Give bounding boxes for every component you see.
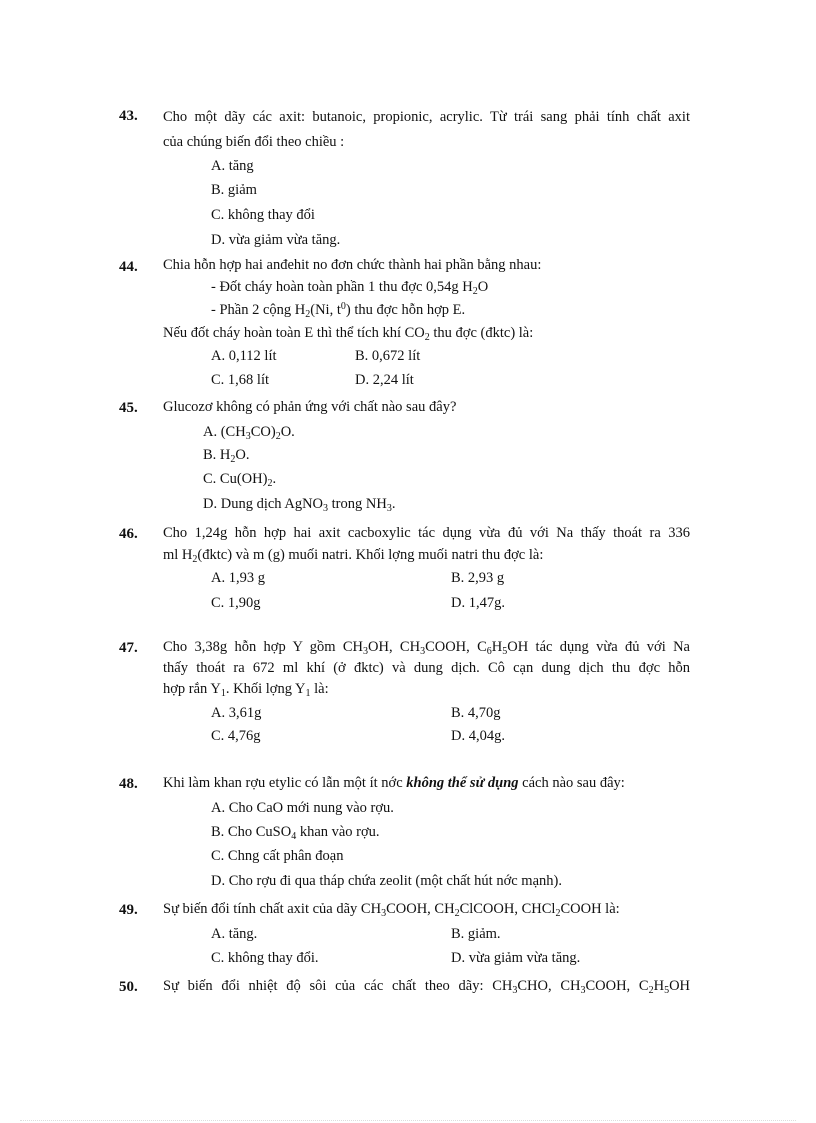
answer-option-d: D. 2,24 lít — [355, 372, 414, 388]
answer-option-c: C. 1,90g — [211, 595, 261, 611]
question-stem-line: Cho một dãy các axit: butanoic, propionic, acrylic. Từ trái sang phải tính chất axit — [163, 109, 690, 125]
question-stem-line: - Đốt cháy hoàn toàn phần 1 thu đợc 0,54g $H_2O$ — [211, 279, 489, 297]
answer-option-d: D. vừa giảm vừa tăng. — [451, 950, 581, 966]
question-stem-line: hợp rắn $Y_1$. Khối lợng $Y_1$ là: — [163, 681, 329, 699]
question-number: 50. — [119, 979, 138, 995]
question-number: 44. — [119, 259, 138, 275]
question-number: 45. — [119, 400, 138, 416]
answer-option-a: A. 3,61g — [211, 705, 262, 721]
question-stem-line: - Phần 2 cộng $H_2(Ni$, $t^0$) thu đợc hỗn hợp E. — [211, 301, 466, 320]
question-stem-line: ml $H_2(đktc)$ và m (g) muối natri. Khối lợng muối natri thu đợc là: — [163, 547, 544, 565]
answer-option-a: A. 0,112 lít — [211, 348, 277, 364]
question-stem-line: của chúng biến đổi theo chiều : — [163, 134, 345, 150]
answer-option-b: B. Cho CuSO$_4$ khan vào rợu. — [211, 824, 380, 842]
question-stem-line: Glucozơ không có phản ứng với chất nào sau đây? — [163, 399, 457, 415]
question-stem-line: Cho 3,38g hỗn hợp Y gồm $CH_3OH$, $CH_3COOH$, $C_6H_5OH$ tác dụng vừa đủ với Na — [163, 639, 690, 657]
answer-option-d: D. Dung dịch AgNO$_3$ trong $NH_3$. — [203, 496, 396, 514]
answer-option-d: D. vừa giảm vừa tăng. — [211, 232, 341, 248]
answer-option-b: B. $H_2O$. — [203, 447, 250, 465]
answer-option-d: D. 1,47g. — [451, 595, 505, 611]
answer-option-c: C. $Cu(OH)_2$. — [203, 471, 277, 489]
page-footer-divider — [20, 1120, 796, 1122]
answer-option-c: C. không thay đổi. — [211, 950, 319, 966]
answer-option-c: C. 1,68 lít — [211, 372, 270, 388]
answer-option-b: B. 0,672 lít — [355, 348, 421, 364]
question-stem-line: Nếu đốt cháy hoàn toàn E thì thể tích khí $CO_2$ thu đợc (đktc) là: — [163, 325, 534, 343]
answer-option-a: A. Cho CaO mới nung vào rợu. — [211, 800, 394, 816]
question-stem-line: Sự biến đổi nhiệt độ sôi của các chất theo dãy: $CH_3CHO$, $CH_3COOH$, $C_2H_5OH$ — [163, 978, 691, 996]
question-number: 43. — [119, 108, 138, 124]
question-stem-line: Cho 1,24g hỗn hợp hai axit cacboxylic tác dụng vừa đủ với Na thấy thoát ra 336 — [163, 525, 690, 541]
answer-option-c: C. Chng cất phân đoạn — [211, 848, 344, 864]
question-stem-line: Chia hỗn hợp hai anđehit no đơn chức thành hai phần bằng nhau: — [163, 257, 542, 273]
answer-option-d: D. 4,04g. — [451, 728, 505, 744]
question-stem-line: thấy thoát ra 672 ml khí (ở đktc) và dung dịch. Cô cạn dung dịch thu đợc hỗn — [163, 660, 690, 676]
question-stem-line: Khi làm khan rợu etylic có lẫn một ít nớc không thể sử dụng cách nào sau đây: — [163, 775, 625, 791]
emphasis-text: không thể sử dụng — [406, 775, 519, 791]
answer-option-a: A. 1,93 g — [211, 570, 265, 586]
answer-option-a: A. tăng — [211, 158, 254, 174]
answer-option-a: A. $(CH_3CO)_2O$. — [203, 424, 295, 442]
answer-option-c: C. không thay đổi — [211, 207, 315, 223]
answer-option-c: C. 4,76g — [211, 728, 261, 744]
question-number: 48. — [119, 776, 138, 792]
question-stem-line: Sự biến đổi tính chất axit của dãy $CH_3COOH$, $CH_2ClCOOH$, CHCl$_2$COOH là: — [163, 901, 620, 919]
question-number: 49. — [119, 902, 138, 918]
question-number: 46. — [119, 526, 138, 542]
answer-option-b: B. giảm. — [451, 926, 501, 942]
question-number: 47. — [119, 640, 138, 656]
answer-option-b: B. 4,70g — [451, 705, 501, 721]
answer-option-d: D. Cho rợu đi qua tháp chứa zeolit (một chất hút nớc mạnh). — [211, 873, 562, 889]
answer-option-a: A. tăng. — [211, 926, 258, 942]
answer-option-b: B. 2,93 g — [451, 570, 505, 586]
answer-option-b: B. giảm — [211, 182, 257, 198]
